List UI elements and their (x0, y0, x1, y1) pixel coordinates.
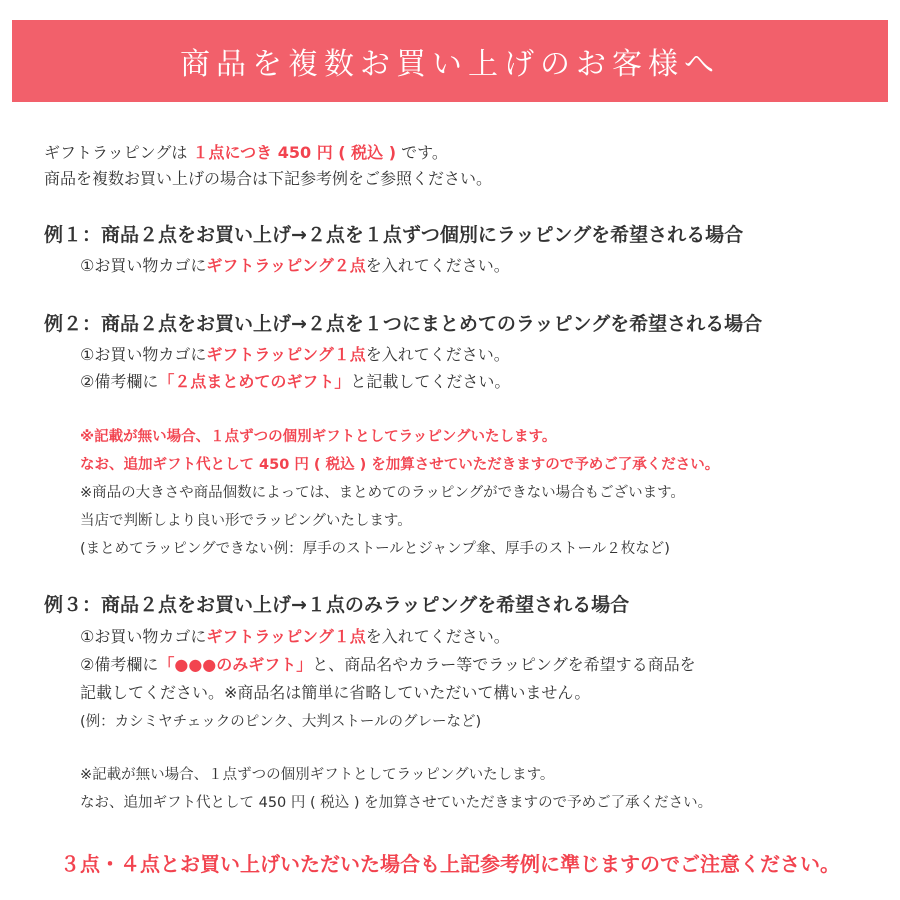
example-3-example: (例：カシミヤチェックのピンク、大判ストールのグレーなど) (80, 714, 482, 730)
example-2-note-1: ※商品の大きさや商品個数によっては、まとめてのラッピングができない場合もございます。 (80, 485, 685, 501)
step-text-end: を入れてください。 (365, 256, 510, 275)
footer-notice: ３点・４点とお買い上げいただいた場合も上記参考例に準じますのでご注意ください。 (60, 852, 840, 876)
step-text: ①お買い物カゴに (80, 627, 207, 646)
example-3-note-2: なお、追加ギフト代として 450 円 ( 税込 ) を加算させていただきますので予めご了承ください。 (80, 795, 713, 811)
step-text: ①お買い物カゴに (80, 345, 207, 364)
example-1-heading: 例１：商品２点をお買い上げ→２点を１点ずつ個別にラッピングを希望される場合 (44, 224, 744, 246)
step-text: ②備考欄に (80, 655, 159, 674)
intro-text-end: です。 (401, 143, 448, 162)
step-text: ②備考欄に (80, 372, 159, 391)
step-text-end: と記載してください。 (350, 372, 511, 391)
header-banner (12, 20, 888, 102)
intro-line-1 (44, 143, 448, 163)
example-2-step-1 (80, 345, 510, 365)
step-text-end: と、商品名やカラー等でラッピングを希望する商品を (312, 655, 696, 674)
example-2-warning-1: ※記載が無い場合、１点ずつの個別ギフトとしてラッピングいたします。 (80, 429, 557, 445)
example-3-step-2-cont: 記載してください。※商品名は簡単に省略していただいて構いません。 (80, 683, 591, 702)
example-3-step-1 (80, 627, 510, 647)
step-highlight: ギフトラッピング２点 (206, 256, 366, 275)
step-highlight: ギフトラッピング１点 (206, 345, 366, 364)
step-highlight: 「●●●のみギフト」 (158, 655, 313, 674)
example-3-note-1: ※記載が無い場合、１点ずつの個別ギフトとしてラッピングいたします。 (80, 767, 555, 783)
example-2-note-2: 当店で判断しより良い形でラッピングいたします。 (80, 513, 412, 529)
step-highlight: ギフトラッピング１点 (206, 627, 366, 646)
example-2-heading: 例２：商品２点をお買い上げ→２点を１つにまとめてのラッピングを希望される場合 (44, 313, 763, 335)
step-text: ①お買い物カゴに (80, 256, 207, 275)
example-2-warning-2: なお、追加ギフト代として 450 円 ( 税込 ) を加算させていただきますので予めご了承ください。 (80, 457, 720, 473)
example-3-step-2 (80, 655, 696, 675)
page-title: 商品を複数お買い上げのお客様へ (180, 47, 720, 82)
example-2-step-2 (80, 372, 510, 392)
example-3-heading: 例３：商品２点をお買い上げ→１点のみラッピングを希望される場合 (44, 594, 630, 616)
step-highlight: 「２点まとめてのギフト」 (158, 372, 351, 391)
example-2-note-3: (まとめてラッピングできない例：厚手のストールとジャンプ傘、厚手のストール２枚など) (80, 541, 670, 557)
example-1-step-1 (80, 256, 510, 276)
intro-text: ギフトラッピングは (44, 143, 188, 162)
step-text-end: を入れてください。 (365, 345, 510, 364)
intro-line-2: 商品を複数お買い上げの場合は下記参考例をご参照ください。 (44, 169, 493, 188)
step-text-end: を入れてください。 (365, 627, 510, 646)
intro-price: １点につき 450 円 ( 税込 ) (192, 143, 397, 162)
